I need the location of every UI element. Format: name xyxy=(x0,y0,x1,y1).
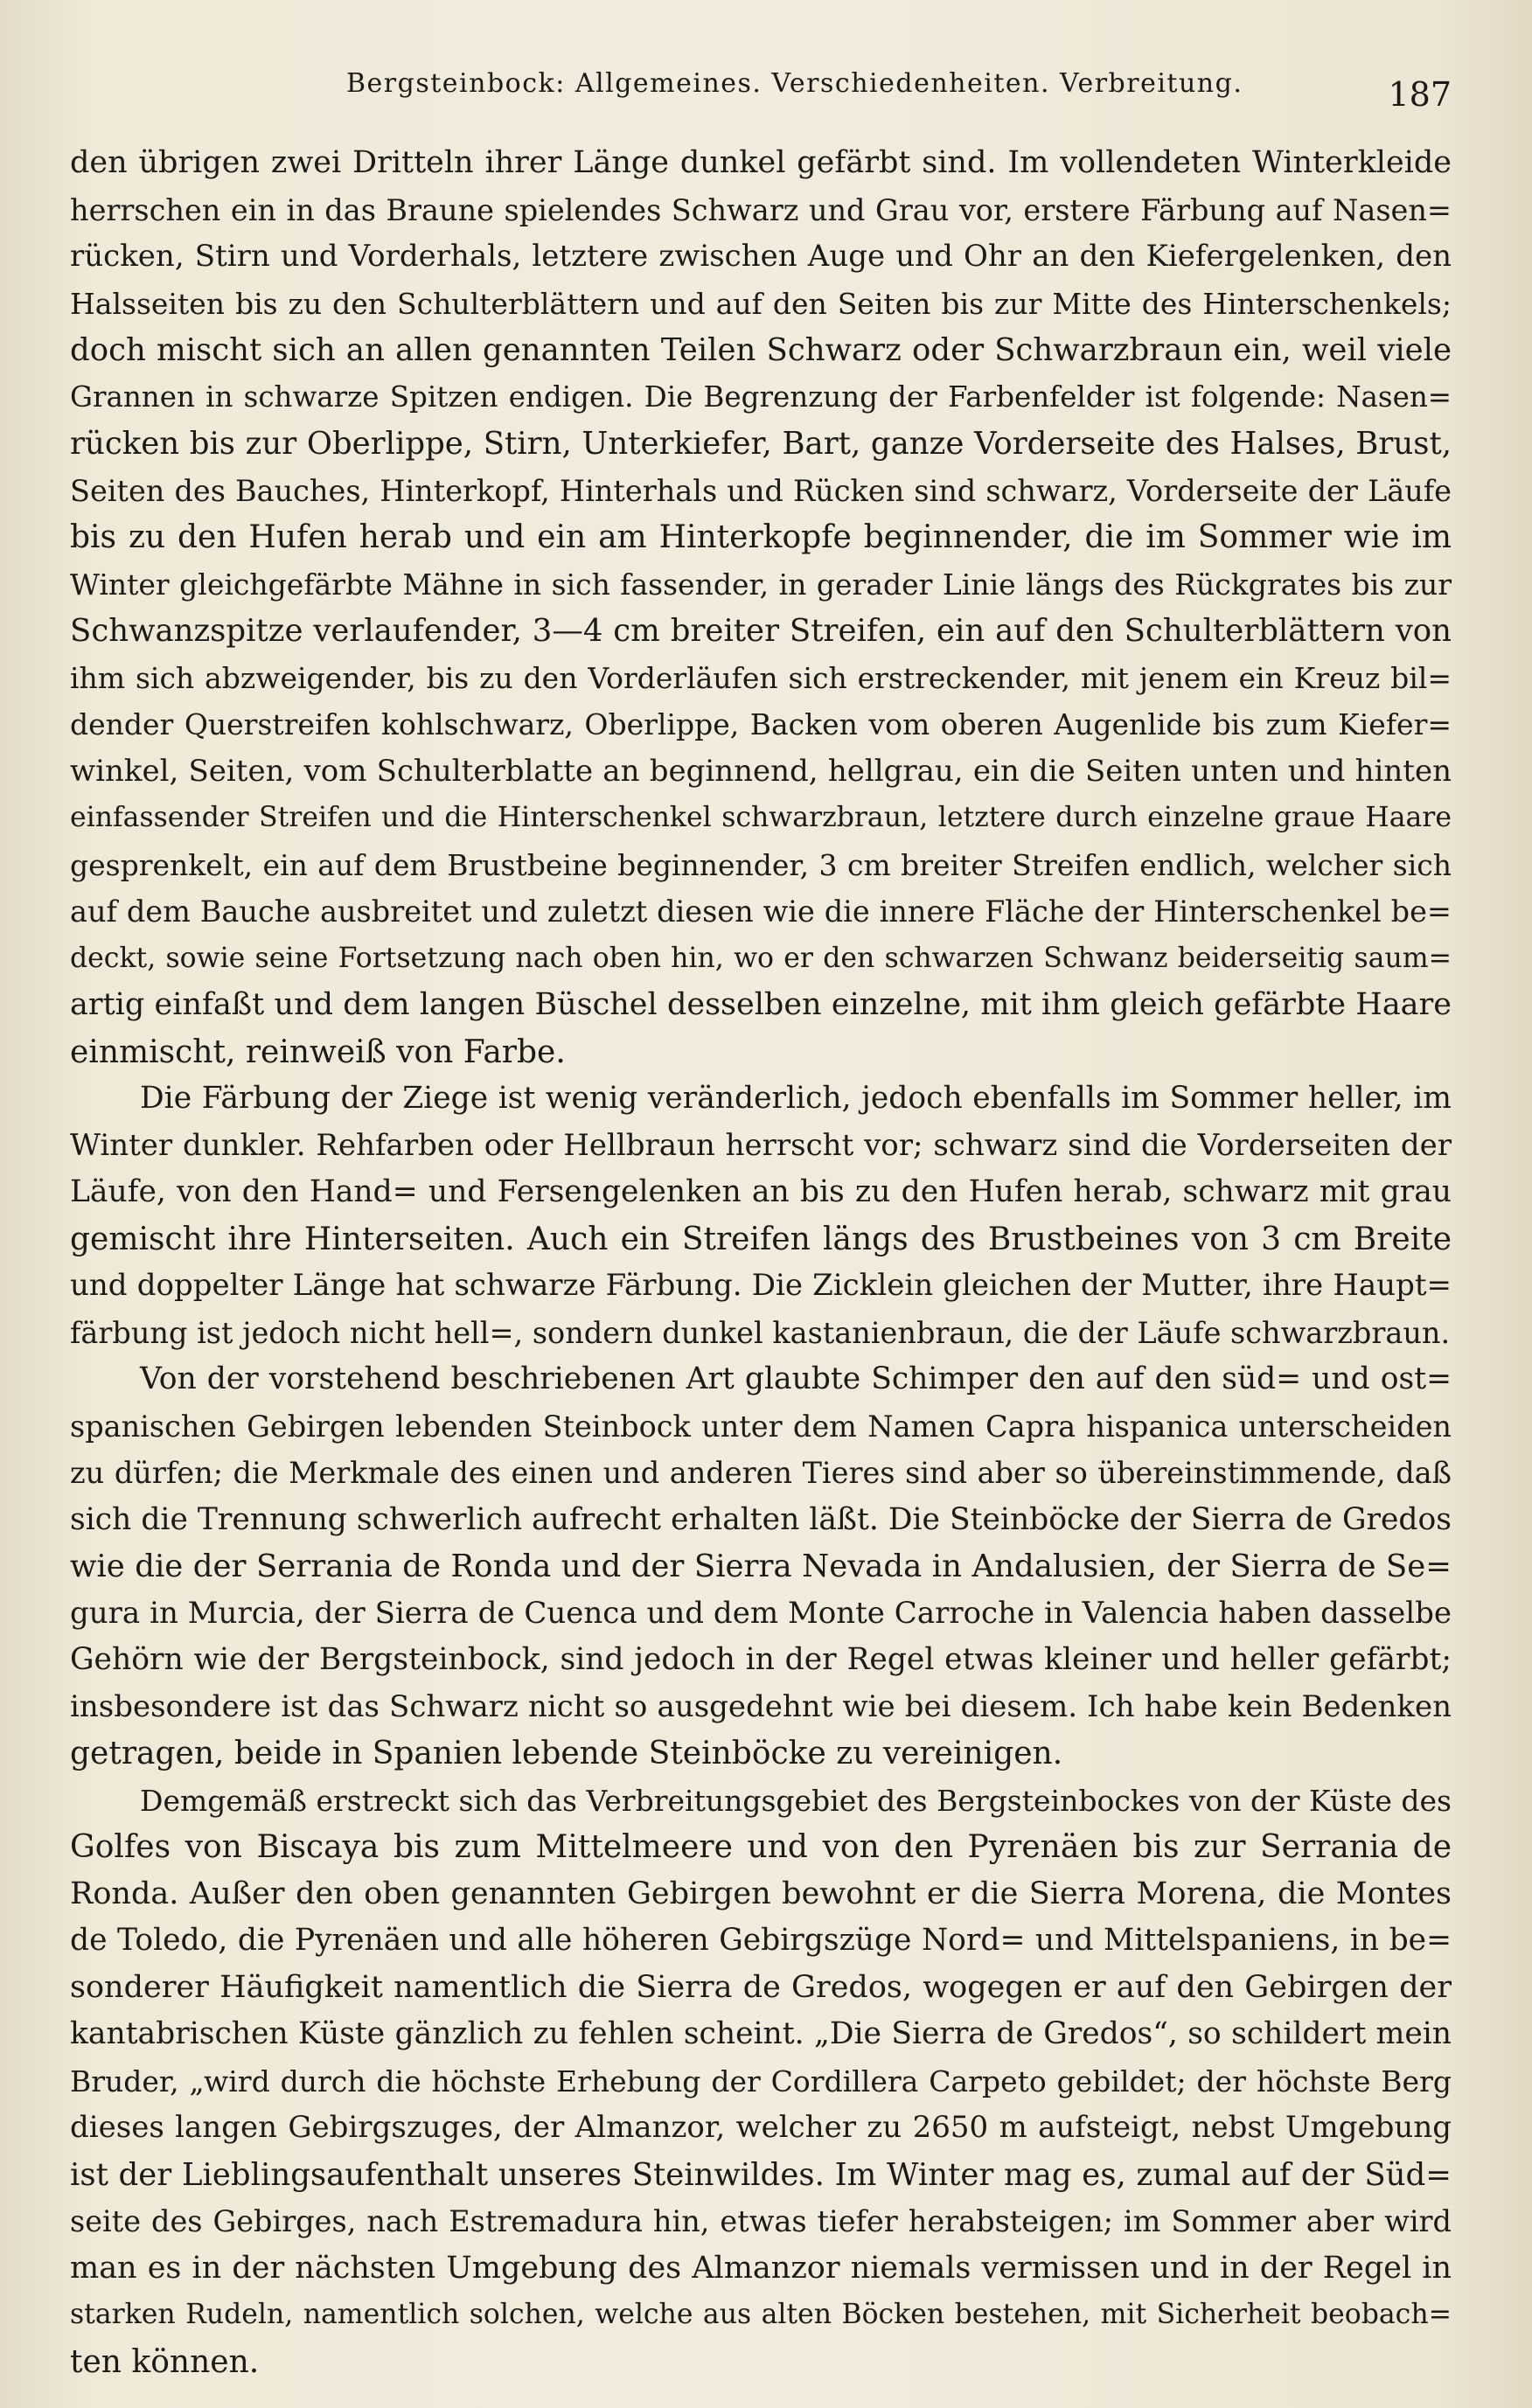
body-text xyxy=(70,140,1452,2385)
text-line: getragen, beide in Spanien lebende Steinböcke zu vereinigen. xyxy=(70,1736,1063,1771)
text-line: dender Querstreifen kohlschwarz, Oberlippe, Backen vom oberen Augenlide bis zum Kiefer= xyxy=(70,707,1452,741)
text-line: winkel, Seiten, vom Schulterblatte an beginnend, hellgrau, ein die Seiten unten und hinten xyxy=(70,753,1452,789)
text-line: man es in der nächsten Umgebung des Almanzor niemals vermissen und in der Regel in xyxy=(70,2250,1452,2286)
text-line: sonderer Häufigkeit namentlich die Sierra de Gredos, wogegen er auf den Gebirgen der xyxy=(70,1969,1452,2005)
text-line: zu dürfen; die Merkmale des einen und anderen Tieres sind aber so übereinstimmende, daß xyxy=(70,1456,1452,1490)
text-line: Winter gleichgefärbte Mähne in sich fassender, in gerader Linie längs des Rückgrates bis zur xyxy=(70,567,1452,602)
text-line: Golfes von Biscaya bis zum Mittelmeere und von den Pyrenäen bis zur Serrania de xyxy=(70,1829,1452,1865)
text-line: insbesondere ist das Schwarz nicht so ausgedehnt wie bei diesem. Ich habe kein Bedenken xyxy=(70,1688,1452,1724)
text-line: Winter dunkler. Rehfarben oder Hellbraun herrscht vor; schwarz sind die Vorderseiten der xyxy=(70,1127,1452,1163)
text-line: spanischen Gebirgen lebenden Steinbock unter dem Namen Capra hispanica unterscheiden xyxy=(70,1409,1452,1444)
text-line: starken Rudeln, namentlich solchen, welche aus alten Böcken bestehen, mit Sicherheit beobach= xyxy=(70,2299,1452,2330)
text-line: färbung ist jedoch nicht hell=, sondern dunkel kastanienbraun, die der Läufe schwarzbraun. xyxy=(70,1315,1451,1350)
text-line: Ronda. Außer den oben genannten Gebirgen bewohnt er die Sierra Morena, die Montes xyxy=(70,1876,1452,1911)
text-line: herrschen ein in das Braune spielendes Schwarz und Grau vor, erstere Färbung auf Nasen= xyxy=(70,192,1452,227)
text-line: gura in Murcia, der Sierra de Cuenca und dem Monte Carroche in Valencia haben dasselbe xyxy=(70,1595,1452,1631)
text-line: Seiten des Bauches, Hinterkopf, Hinterhals und Rücken sind schwarz, Vorderseite der Läufe xyxy=(70,473,1452,508)
text-line: Die Färbung der Ziege ist wenig veränderlich, jedoch ebenfalls im Sommer heller, im xyxy=(140,1081,1452,1116)
text-line: ten können. xyxy=(70,2343,260,2380)
text-line: und doppelter Länge hat schwarze Färbung. Die Zicklein gleichen der Mutter, ihre Haupt= xyxy=(70,1268,1452,1303)
running-head: Bergsteinbock: Allgemeines. Verschiedenheiten. Verbreitung. xyxy=(346,68,1243,99)
text-line: gemischt ihre Hinterseiten. Auch ein Streifen längs des Brustbeines von 3 cm Breite xyxy=(70,1221,1452,1257)
text-line: Läufe, von den Hand= und Fersengelenken an bis zu den Hufen herab, schwarz mit grau xyxy=(70,1174,1452,1209)
text-line: doch mischt sich an allen genannten Teilen Schwarz oder Schwarzbraun ein, weil viele xyxy=(70,332,1452,368)
text-line: rücken, Stirn und Vorderhals, letztere zwischen Auge und Ohr an den Kiefergelenken, den xyxy=(70,239,1452,274)
text-line: sich die Trennung schwerlich aufrecht erhalten läßt. Die Steinböcke der Sierra de Gredos xyxy=(70,1501,1452,1537)
text-line: rücken bis zur Oberlippe, Stirn, Unterkiefer, Bart, ganze Vorderseite des Halses, Brust, xyxy=(70,426,1452,462)
text-line: de Toledo, die Pyrenäen und alle höheren Gebirgszüge Nord= und Mittelspaniens, in be= xyxy=(70,1923,1452,1958)
text-line: wie die der Serrania de Ronda und der Sierra Nevada in Andalusien, der Sierra de Se= xyxy=(70,1548,1452,1584)
text-line: Gehörn wie der Bergsteinbock, sind jedoch in der Regel etwas kleiner und heller gefärbt; xyxy=(70,1642,1452,1677)
text-line: deckt, sowie seine Fortsetzung nach oben hin, wo er den schwarzen Schwanz beiderseitig saum= xyxy=(70,942,1452,974)
text-line: den übrigen zwei Dritteln ihrer Länge dunkel gefärbt sind. Im vollendeten Winterkleide xyxy=(70,145,1452,180)
text-line: artig einfaßt und dem langen Büschel desselben einzelne, mit ihm gleich gefärbte Haare xyxy=(70,987,1452,1022)
text-line: bis zu den Hufen herab und ein am Hinterkopfe beginnender, die im Sommer wie im xyxy=(70,519,1452,555)
text-line: ihm sich abzweigender, bis zu den Vorderläufen sich erstreckender, mit jenem ein Kreuz bil= xyxy=(70,660,1452,695)
text-line: Bruder, „wird durch die höchste Erhebung der Cordillera Carpeto gebildet; der höchste Berg xyxy=(70,2064,1452,2098)
text-line: dieses langen Gebirgszuges, der Almanzor, welcher zu 2650 m aufsteigt, nebst Umgebung xyxy=(70,2110,1452,2145)
text-line: kantabrischen Küste gänzlich zu fehlen scheint. „Die Sierra de Gredos“, so schildert mein xyxy=(70,2016,1452,2051)
text-line: Grannen in schwarze Spitzen endigen. Die Begrenzung der Farbenfelder ist folgende: Nasen= xyxy=(70,379,1452,414)
text-line: seite des Gebirges, nach Estremadura hin, etwas tiefer herabsteigen; im Sommer aber wird xyxy=(70,2204,1452,2238)
text-line: Von der vorstehend beschriebenen Art glaubte Schimper den auf den süd= und ost= xyxy=(140,1361,1452,1396)
text-line: einfassender Streifen und die Hinterschenkel schwarzbraun, letztere durch einzelne graue Haare xyxy=(70,802,1452,833)
text-line: einmischt, reinweiß von Farbe. xyxy=(70,1033,566,1070)
text-line: Schwanzspitze verlaufender, 3—4 cm breiter Streifen, ein auf den Schulterblättern von xyxy=(70,613,1452,649)
page-number: 187 xyxy=(1388,75,1452,114)
text-line: Halsseiten bis zu den Schulterblättern und auf den Seiten bis zur Mitte des Hinterschenkels; xyxy=(70,286,1452,321)
text-line: ist der Lieblingsaufenthalt unseres Steinwildes. Im Winter mag es, zumal auf der Süd= xyxy=(70,2156,1452,2193)
text-line: Demgemäß erstreckt sich das Verbreitungsgebiet des Bergsteinbockes von der Küste des xyxy=(140,1783,1452,1818)
text-line: gesprenkelt, ein auf dem Brustbeine beginnender, 3 cm breiter Streifen endlich, welcher sich xyxy=(70,847,1452,882)
text-line: auf dem Bauche ausbreitet und zuletzt diesen wie die innere Fläche der Hinterschenkel be= xyxy=(70,894,1452,929)
